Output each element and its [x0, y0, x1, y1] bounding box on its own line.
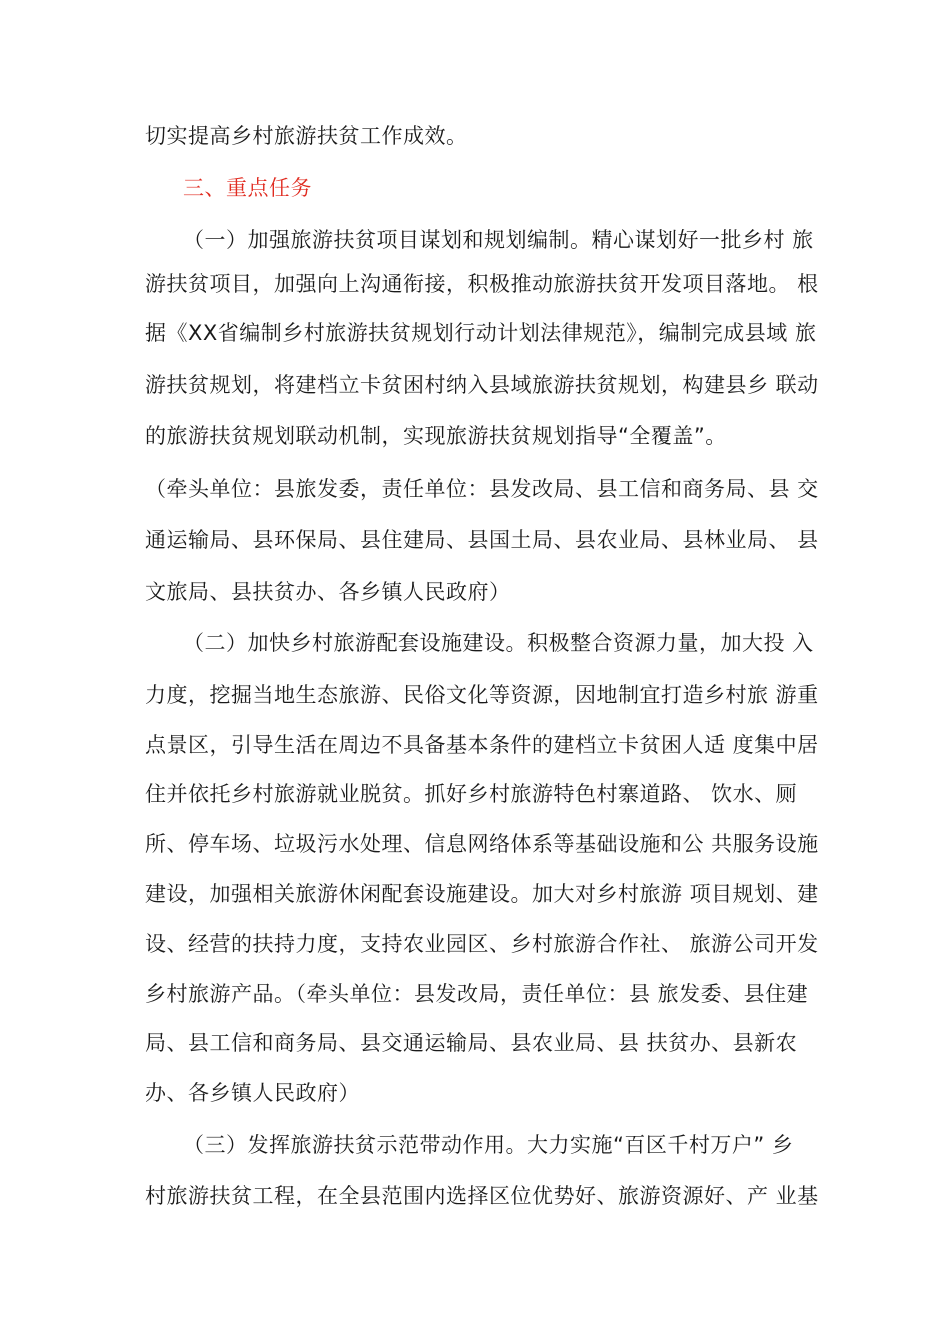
paragraph-line: 乡村旅游产品。（牵头单位：县发改局，责任单位：县 旅发委、县住建 — [145, 982, 809, 1006]
paragraph-line: （二）加快乡村旅游配套设施建设。积极整合资源力量，加大投 入 — [183, 631, 814, 655]
paragraph-line: 局、县工信和商务局、县交通运输局、县农业局、县 扶贫办、县新农 — [145, 1031, 798, 1055]
paragraph-line: （牵头单位：县旅发委，责任单位：县发改局、县工信和商务局、县 交 — [145, 477, 819, 501]
paragraph-line: 切实提高乡村旅游扶贫工作成效。 — [145, 124, 468, 148]
paragraph-line: 据《XX省编制乡村旅游扶贫规划行动计划法律规范》，编制完成县域 旅 — [145, 321, 817, 345]
paragraph-line: 通运输局、县环保局、县住建局、县国土局、县农业局、县林业局、 县 — [145, 528, 819, 552]
paragraph-line: 设、经营的扶持力度，支持农业园区、乡村旅游合作社、 旅游公司开发 — [145, 932, 819, 956]
paragraph-line: 的旅游扶贫规划联动机制，实现旅游扶贫规划指导“全覆盖”。 — [145, 424, 727, 448]
section-heading: 三、重点任务 — [183, 176, 312, 200]
paragraph-line: 点景区，引导生活在周边不具备基本条件的建档立卡贫困人适 度集中居 — [145, 733, 819, 757]
paragraph-line: 办、各乡镇人民政府） — [145, 1081, 360, 1105]
paragraph-line: 村旅游扶贫工程，在全县范围内选择区位优势好、旅游资源好、产 业基 — [145, 1184, 819, 1208]
paragraph-line: （一）加强旅游扶贫项目谋划和规划编制。精心谋划好一批乡村 旅 — [183, 228, 814, 252]
paragraph-line: 住并依托乡村旅游就业脱贫。抓好乡村旅游特色村寨道路、 饮水、厕 — [145, 782, 798, 806]
paragraph-line: 游扶贫项目，加强向上沟通衔接，积极推动旅游扶贫开发项目落地。 根 — [145, 272, 819, 296]
paragraph-line: 力度，挖掘当地生态旅游、民俗文化等资源，因地制宜打造乡村旅 游重 — [145, 683, 819, 707]
paragraph-line: （三）发挥旅游扶贫示范带动作用。大力实施“百区千村万户” 乡 — [183, 1133, 794, 1157]
paragraph-line: 建设，加强相关旅游休闲配套设施建设。加大对乡村旅游 项目规划、建 — [145, 882, 819, 906]
paragraph-line: 所、停车场、垃圾污水处理、信息网络体系等基础设施和公 共服务设施 — [145, 832, 819, 856]
paragraph-line: 游扶贫规划，将建档立卡贫困村纳入县域旅游扶贫规划，构建县乡 联动 — [145, 373, 819, 397]
paragraph-line: 文旅局、县扶贫办、各乡镇人民政府） — [145, 580, 511, 604]
